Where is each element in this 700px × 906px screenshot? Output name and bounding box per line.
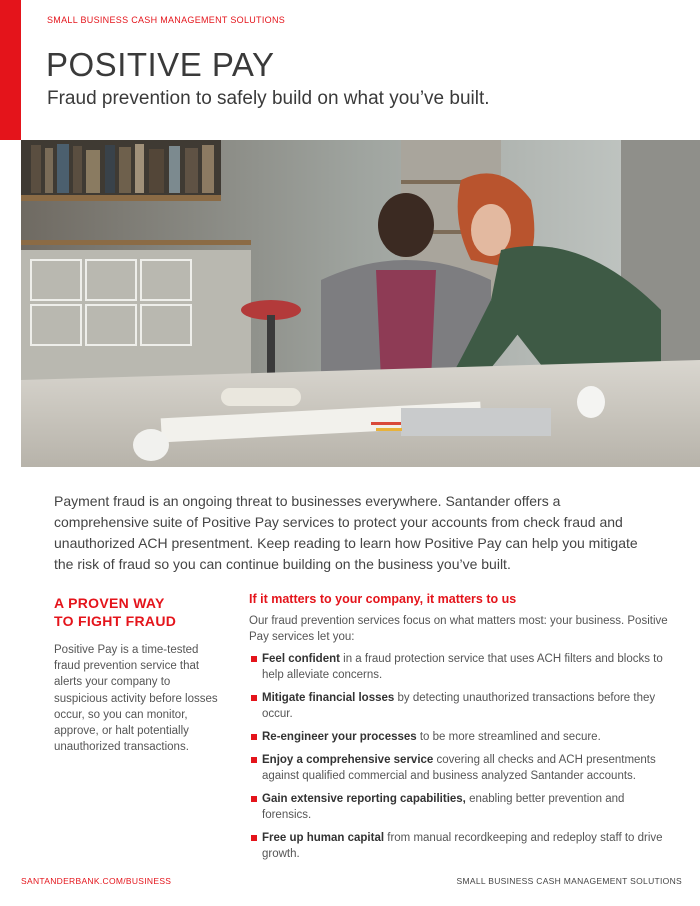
list-item — [249, 651, 669, 683]
accent-bar — [0, 0, 21, 140]
section-heading: If it matters to your company, it matters to us — [249, 592, 517, 606]
bullet-bold: Feel confident — [262, 653, 340, 665]
bullet-square-icon — [251, 734, 257, 740]
page-subtitle: Fraud prevention to safely build on what you’ve built. — [47, 88, 490, 109]
bullet-bold: Mitigate financial losses — [262, 692, 395, 704]
bullet-text: by detecting unauthorized transactions before they occur. — [262, 692, 656, 720]
bullet-bold: Re-engineer your processes — [262, 731, 417, 743]
bullet-text: to be more streamlined and secure. — [416, 731, 601, 743]
list-item — [249, 791, 669, 823]
section-intro: Our fraud prevention services focus on what matters most: your business. Positive Pay services let you: — [249, 615, 668, 643]
bullet-bold: Gain extensive reporting capabilities, — [262, 793, 466, 805]
bullet-text: from manual recordkeeping and redeploy staff to drive growth. — [262, 832, 663, 860]
bullet-bold: Free up human capital — [262, 832, 385, 844]
list-item — [249, 729, 669, 745]
office-photo — [21, 140, 700, 467]
page-title: POSITIVE PAY — [46, 46, 275, 83]
intro-paragraph: Payment fraud is an ongoing threat to businesses everywhere. Santander offers a comprehensive suite of Positive Pay services to protect your accounts from check fraud and unauthorized ACH presentment. Keep reading to learn how Positive Pay can help you mitigate the risk of fraud so you can continue building on the business you’ve built. — [54, 493, 638, 572]
list-item — [249, 830, 669, 862]
footer-label: SMALL BUSINESS CASH MANAGEMENT SOLUTIONS — [456, 876, 682, 886]
list-item — [249, 752, 669, 784]
bullet-square-icon — [251, 835, 257, 841]
heading-line: A PROVEN WAY — [54, 595, 165, 611]
heading-line: TO FIGHT FRAUD — [54, 613, 177, 629]
bullet-text: in a fraud protection service that uses ACH filters and blocks to help alleviate concerns. — [262, 653, 663, 681]
eyebrow-label: SMALL BUSINESS CASH MANAGEMENT SOLUTIONS — [47, 15, 286, 25]
section-heading — [54, 594, 224, 630]
bullet-bold: Enjoy a comprehensive service — [262, 754, 434, 766]
bullet-text: covering all checks and ACH presentments against qualified commercial and business analyzed Santander accounts. — [262, 754, 656, 782]
bullet-text: enabling better prevention and forensics. — [262, 793, 625, 821]
bullet-square-icon — [251, 695, 257, 701]
website-link[interactable]: SANTANDERBANK.COM/BUSINESS — [21, 876, 172, 886]
benefit-list — [249, 651, 669, 862]
section-body: Positive Pay is a time-tested fraud prevention service that alerts your company to suspicious activity before losses occur, so you can monitor, approve, or halt potentially unauthorized transactions. — [54, 644, 218, 754]
bullet-square-icon — [251, 796, 257, 802]
right-column — [249, 592, 669, 869]
bullet-square-icon — [251, 656, 257, 662]
left-column — [54, 594, 224, 755]
list-item — [249, 690, 669, 722]
bullet-square-icon — [251, 757, 257, 763]
